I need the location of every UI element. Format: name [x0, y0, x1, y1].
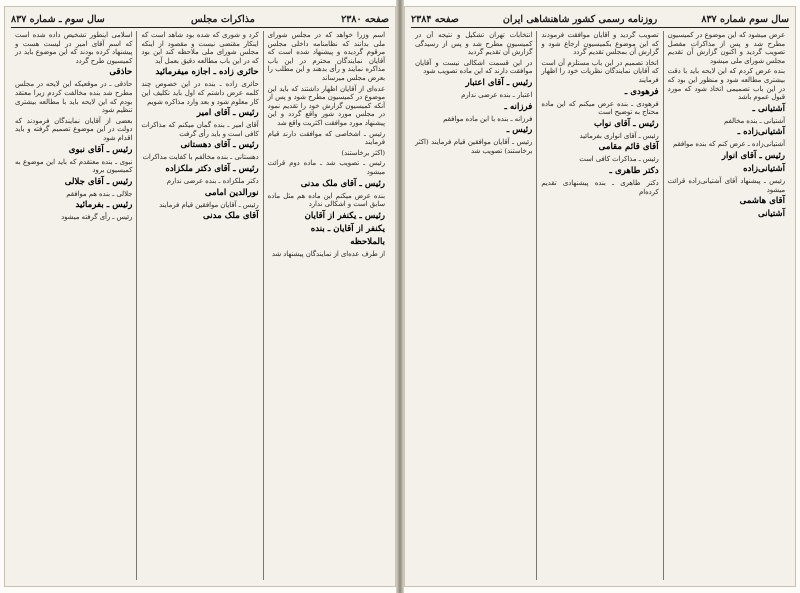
paragraph: فرهودی ـ بنده عرض میکنم که این ماده محتاج به توضیح است: [541, 99, 659, 117]
speaker-heading: حائری زاده ـ اجازه میفرمائید: [155, 67, 259, 78]
paragraph: عده‌ای از آقایان اظهار داشتند که باید این موضوع در کمیسیون مطرح شود و پس از آنکه کمیسیون گزارش خود را تقدیم نمود در مجلس مورد شور واقع گردد و این پیشنهاد مورد موافقت اکثریت واقع شد: [267, 84, 385, 127]
paragraph: کرد و شوری که شده بود شاهد است که اینکار مقتضی نیست و مقصود از اینکه مجلس شورای ملی ملاحظه کند این بود که در این باب مطالعه دقیق بعمل آید: [141, 31, 259, 65]
paragraph: رئیس ـ رأی گرفته میشود: [61, 213, 133, 222]
speaker-heading: فرزانه ـ: [504, 101, 533, 112]
paragraph: آشتیانی ـ بنده مخالفم: [724, 116, 785, 125]
paragraph: انتخابات تهران تشکیل و نتیجه آن در کمیسیون مطرح شد و پس از رسیدگی گزارش آن تقدیم گردید: [415, 31, 533, 57]
right-page: [404, 6, 796, 587]
speaker-heading: آقای ملک مدنی: [203, 211, 259, 222]
column: [136, 31, 262, 580]
left-page-header: [11, 11, 389, 28]
book-gutter: [396, 0, 404, 593]
paragraph: بنده عرض میکنم این ماده هم مثل ماده سابق است و اشکالی ندارد: [267, 191, 385, 209]
speaker-heading: بالملاحظه: [350, 236, 385, 247]
paragraph: رئیس ـ مذاکرات کافی است: [579, 155, 659, 164]
paragraph: دهستانی ـ بنده مخالفم با کفایت مذاکرات: [142, 153, 259, 162]
paragraph: آشتیانی‌زاده ـ عرض کنم که بنده موافقم: [672, 140, 785, 149]
paragraph: رئیس ـ پیشنهاد آقای آشتیانی‌زاده قرائت میشود: [667, 176, 785, 194]
right-page-header: [411, 11, 789, 28]
column: [411, 31, 536, 580]
paragraph: دکتر ملکزاده ـ بنده عرضی ندارم: [166, 176, 259, 185]
paragraph: تصویب گردید و آقایان موافقت فرمودند که این موضوع بکمیسیون ارجاع شود و گزارش آن بمجلس تقدیم گردد: [541, 31, 659, 57]
paragraph: اعتبار ـ بنده عرضی ندارم: [461, 90, 533, 99]
page-number: صفحه ۲۳۸۴: [411, 13, 459, 25]
paragraph: (اکثر برخاستند): [341, 148, 385, 157]
issue-number: سال سوم شماره ۸۳۷: [701, 13, 789, 25]
paragraph: جلالی ـ بنده هم موافقم: [66, 189, 133, 198]
paragraph: آقای امیر ـ بنده گمان میکنم که مذاکرات کافی است و باید رأی گرفت: [141, 121, 259, 138]
left-columns: [11, 31, 389, 580]
speaker-heading: رئیس ـ آقای اعتبار: [465, 77, 533, 88]
speaker-heading: رئیس ـ بفرمائید: [75, 200, 133, 211]
paragraph: اسلامی اینطور تشخیص داده شده است که اسم آقای امیر در لیست هست و پیشنهاد کرده بودند که این موضوع باید در کمیسیون طرح گردد: [15, 31, 133, 65]
column: [663, 31, 789, 580]
speaker-heading: یکنفر از آقایان ـ بنده: [310, 223, 385, 234]
paragraph: رئیس ـ آقایان موافقین قیام فرمایند (اکثر برخاستند) تصویب شد: [415, 138, 533, 155]
paragraph: رئیس ـ تصویب شد ـ ماده دوم قرائت میشود: [267, 159, 385, 176]
page-number: صفحه ۲۳۸۰: [341, 13, 389, 25]
speaker-heading: دکتر طاهری ـ: [609, 165, 659, 176]
column: [11, 31, 136, 580]
speaker-heading: رئیس ـ آقای جلالی: [64, 176, 133, 187]
paragraph: بنده عرض کردم که این لایحه باید با دقت بیشتری مطالعه شود و منظور این بود که در این باب تصمیمی اتخاذ شود که مورد قبول عموم باشد: [667, 67, 785, 102]
left-page: [4, 6, 396, 587]
paragraph: بعضی از آقایان نمایندگان فرمودند که دولت در این موضوع تصمیم گرفته و باید اقدام شود: [15, 116, 133, 142]
paragraph: دکتر طاهری ـ بنده پیشنهادی تقدیم کرده‌ام: [541, 178, 659, 196]
speaker-heading: فرهودی ـ: [624, 86, 659, 97]
speaker-heading: رئیس ـ آقای نواب: [593, 118, 659, 129]
paragraph: از طرف عده‌ای از نمایندگان پیشنهاد شد: [271, 249, 385, 258]
paragraph: رئیس ـ آقای انواری بفرمائید: [579, 131, 659, 140]
speaker-heading: رئیس ـ یکنفر از آقایان: [304, 210, 385, 221]
speaker-heading: آشتیانی ـ: [752, 103, 785, 114]
paragraph: حاذقی ـ در موقعیکه این لایحه در مجلس مطرح شد بنده مخالفت کردم زیرا معتقد بودم که این لایحه باید با مطالعه بیشتری تنظیم شود: [15, 80, 133, 115]
paragraph: رئیس ـ اشخاصی که موافقت دارند قیام فرمایند: [267, 129, 385, 147]
speaker-heading: آقای قائم مقامی: [598, 142, 659, 153]
speaker-heading: رئیس ـ: [506, 125, 533, 136]
paragraph: اسم وزرا خواهد که در مجلس شورای ملی بدانند که نظامنامه داخلی مجلس مرقوم گردیده و پیشنهاد شده است که آقایان نمایندگان محترم در این باب مذاکره نمایند و رأی بدهند و این مطلب را بعرض مجلس میرساند: [267, 31, 385, 82]
paragraph: فرزانه ـ بنده با این ماده موافقم: [443, 114, 533, 123]
speaker-heading: رئیس ـ آقای انوار: [721, 150, 785, 161]
speaker-heading: حاذقی: [109, 67, 133, 78]
speaker-heading: آشتیانی: [758, 209, 785, 220]
speaker-heading: رئیس ـ آقای ملک مدنی: [300, 178, 385, 189]
speaker-heading: آشتیانی‌زاده: [743, 163, 785, 174]
page-title: مذاکرات مجلس: [191, 13, 255, 25]
speaker-heading: آقای هاشمی: [739, 196, 785, 207]
paragraph: اتخاذ تصمیم در این باب مستلزم آن است که آقایان نمایندگان نظریات خود را اظهار فرمایند: [541, 58, 659, 84]
speaker-heading: نورالدین امامی: [204, 187, 259, 198]
right-columns: [411, 31, 789, 580]
speaker-heading: رئیس ـ آقای دهستانی: [180, 140, 259, 151]
speaker-heading: رئیس ـ آقای امیر: [196, 108, 259, 119]
paragraph: رئیس ـ آقایان موافقین قیام فرمایند: [159, 200, 259, 209]
page-title: روزنامه رسمی کشور شاهنشاهی ایران: [502, 13, 658, 25]
column: [536, 31, 662, 580]
paragraph: در این قسمت اشکالی نیست و آقایان موافقت دارند که این ماده تصویب شود: [415, 58, 533, 76]
paragraph: عرض میشود که این موضوع در کمیسیون مطرح شد و پس از مذاکرات مفصل تصویب گردید و اکنون گزارش آن تقدیم مجلس شورای ملی میشود: [667, 31, 785, 65]
column: [263, 31, 389, 580]
issue-number: سال سوم ـ شماره ۸۳۷: [11, 13, 105, 25]
paragraph: نبوی ـ بنده معتقدم که باید این موضوع به کمیسیون برود: [15, 157, 133, 175]
speaker-heading: رئیس ـ آقای نبوی: [68, 144, 133, 155]
speaker-heading: آشتیانی‌زاده ـ: [737, 127, 785, 138]
speaker-heading: رئیس ـ آقای دکتر ملکزاده: [165, 163, 259, 174]
paragraph: حائری زاده ـ بنده در این خصوص چند کلمه عرض داشتم که اول باید تکلیف این کار معلوم شود و بعد وارد مذاکره شویم: [141, 80, 259, 106]
